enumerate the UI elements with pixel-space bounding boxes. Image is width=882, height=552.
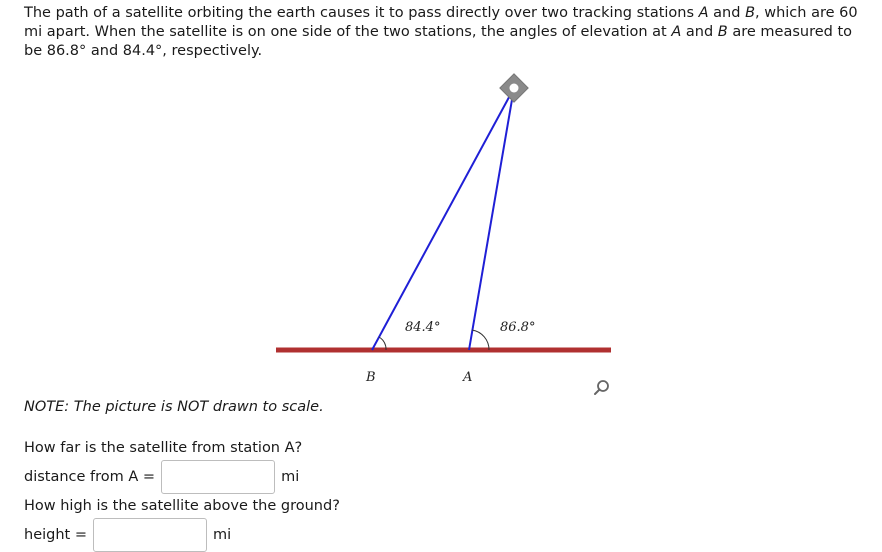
height-answer-row [24,518,231,552]
station-b-ref-2: B [717,24,728,40]
problem-text-5: are measured to be 86.8° and 84.4°, respectively. [24,24,853,59]
angle-label-a: 86.8° [500,320,536,335]
distance-label: distance from A = [24,469,156,485]
angle-label-b: 84.4° [405,320,441,335]
problem-text-1: The path of a satellite orbiting the earth causes it to pass directly over two tracking stations [24,5,699,21]
line-b-to-satellite [372,88,514,350]
angle-arc-a [472,330,489,350]
line-a-to-satellite [469,88,514,350]
problem-text-2: and [708,5,746,21]
distance-input[interactable] [161,460,275,494]
station-a-ref-2: A [671,24,682,40]
height-unit: mi [212,527,232,543]
label-b: B [366,370,376,385]
problem-text-4: and [681,24,718,40]
note-text: NOTE: The picture is NOT drawn to scale. [24,399,324,415]
station-a-ref: A [698,5,709,21]
problem-text-3: , which are 60 mi apart. When the satellite is on one side of the two stations, the angles of elevation at [24,5,858,40]
question-height: How high is the satellite above the ground? [24,498,340,514]
distance-answer-row [24,460,299,494]
satellite-icon [500,74,528,102]
height-input[interactable] [93,518,207,552]
question-distance: How far is the satellite from station A? [24,440,303,456]
station-b-ref: B [745,5,756,21]
height-label: height = [24,527,87,543]
zoom-icon[interactable] [592,378,612,398]
distance-unit: mi [281,469,300,485]
label-a: A [463,370,473,385]
